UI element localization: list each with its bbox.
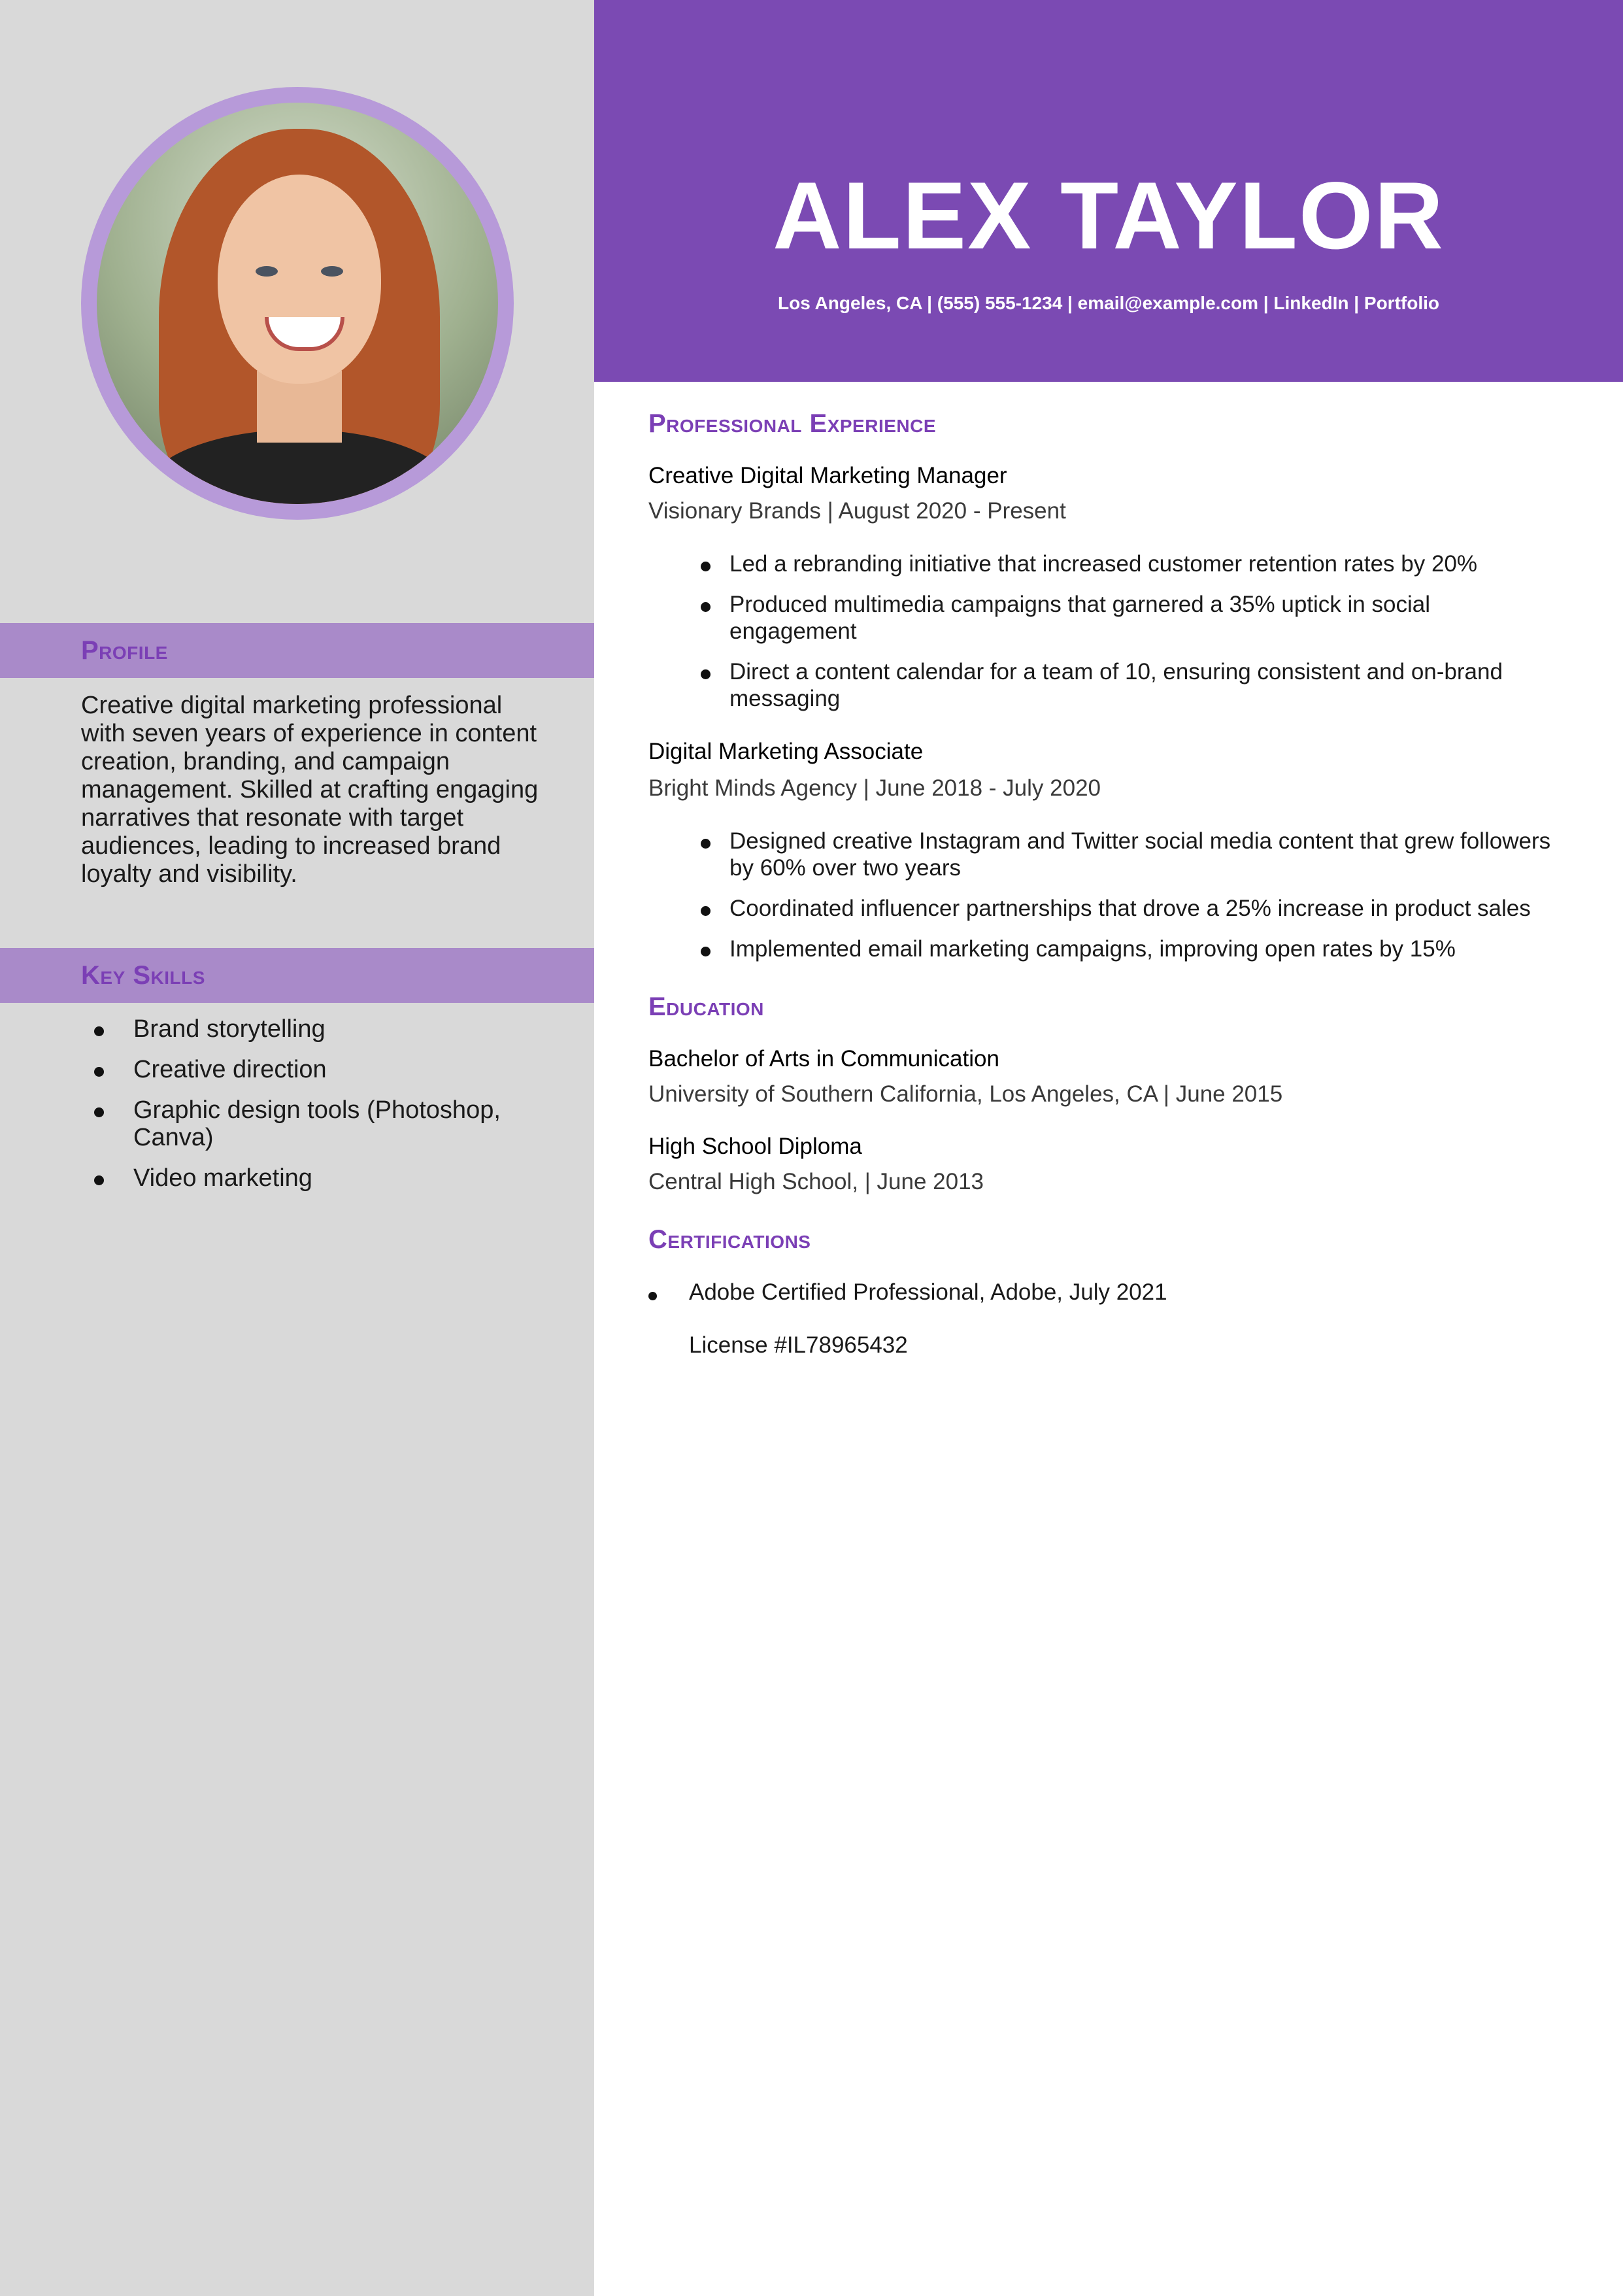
job-bullets xyxy=(688,550,1564,726)
certification-item: Adobe Certified Professional, Adobe, July 2021 xyxy=(648,1279,1564,1306)
skills-heading-band xyxy=(0,948,594,1003)
degree-meta: University of Southern California, Los Angeles, CA | June 2015 xyxy=(648,1081,1283,1107)
profile-heading-band xyxy=(0,623,594,678)
job-bullet: Led a rebranding initiative that increased customer retention rates by 20% xyxy=(688,550,1564,577)
sidebar xyxy=(0,0,594,2296)
job-bullet: Coordinated influencer partnerships that drove a 25% increase in product sales xyxy=(688,895,1564,922)
job-bullet: Designed creative Instagram and Twitter social media content that grew followers by 60% over two years xyxy=(688,828,1564,881)
job-meta: Visionary Brands | August 2020 - Present xyxy=(648,498,1066,524)
job-bullet: Implemented email marketing campaigns, improving open rates by 15% xyxy=(688,936,1564,962)
job-bullets xyxy=(688,828,1564,976)
photo-smile xyxy=(265,317,344,351)
degree-meta: Central High School, | June 2013 xyxy=(648,1169,984,1194)
photo-eye-right xyxy=(321,266,343,277)
header-banner xyxy=(594,0,1623,382)
job-bullet: Direct a content calendar for a team of 10, ensuring consistent and on-brand messaging xyxy=(688,658,1564,712)
skill-item: Video marketing xyxy=(81,1164,539,1192)
photo-face xyxy=(218,175,381,384)
job-bullet: Produced multimedia campaigns that garnered a 35% uptick in social engagement xyxy=(688,591,1564,645)
job-meta: Bright Minds Agency | June 2018 - July 2020 xyxy=(648,775,1101,801)
contact-line: Los Angeles, CA | (555) 555-1234 | email@example.com | LinkedIn | Portfolio xyxy=(778,293,1439,313)
skill-item: Graphic design tools (Photoshop, Canva) xyxy=(81,1096,539,1151)
certifications-list xyxy=(648,1279,1564,1306)
photo-eye-left xyxy=(256,266,278,277)
skills-heading: Key Skills xyxy=(81,961,205,990)
experience-heading: Professional Experience xyxy=(648,409,937,438)
profile-photo xyxy=(97,103,498,504)
skills-list xyxy=(81,1015,539,1205)
degree-title: Bachelor of Arts in Communication xyxy=(648,1046,999,1072)
certifications-heading: Certifications xyxy=(648,1225,811,1254)
job-title: Digital Marketing Associate xyxy=(648,739,924,764)
license-number: License #IL78965432 xyxy=(689,1332,908,1358)
degree-title: High School Diploma xyxy=(648,1134,862,1159)
skill-item: Brand storytelling xyxy=(81,1015,539,1043)
job-title: Creative Digital Marketing Manager xyxy=(648,463,1007,488)
candidate-name: ALEX TAYLOR xyxy=(773,162,1445,269)
profile-heading: Profile xyxy=(81,636,168,665)
profile-text: Creative digital marketing professional with seven years of experience in content creation, branding, and campaign management. Skilled at crafting engaging narratives that resonate with target audiences, leading to increased brand loyalty and visibility. xyxy=(81,692,539,888)
skill-item: Creative direction xyxy=(81,1056,539,1083)
education-heading: Education xyxy=(648,992,764,1021)
